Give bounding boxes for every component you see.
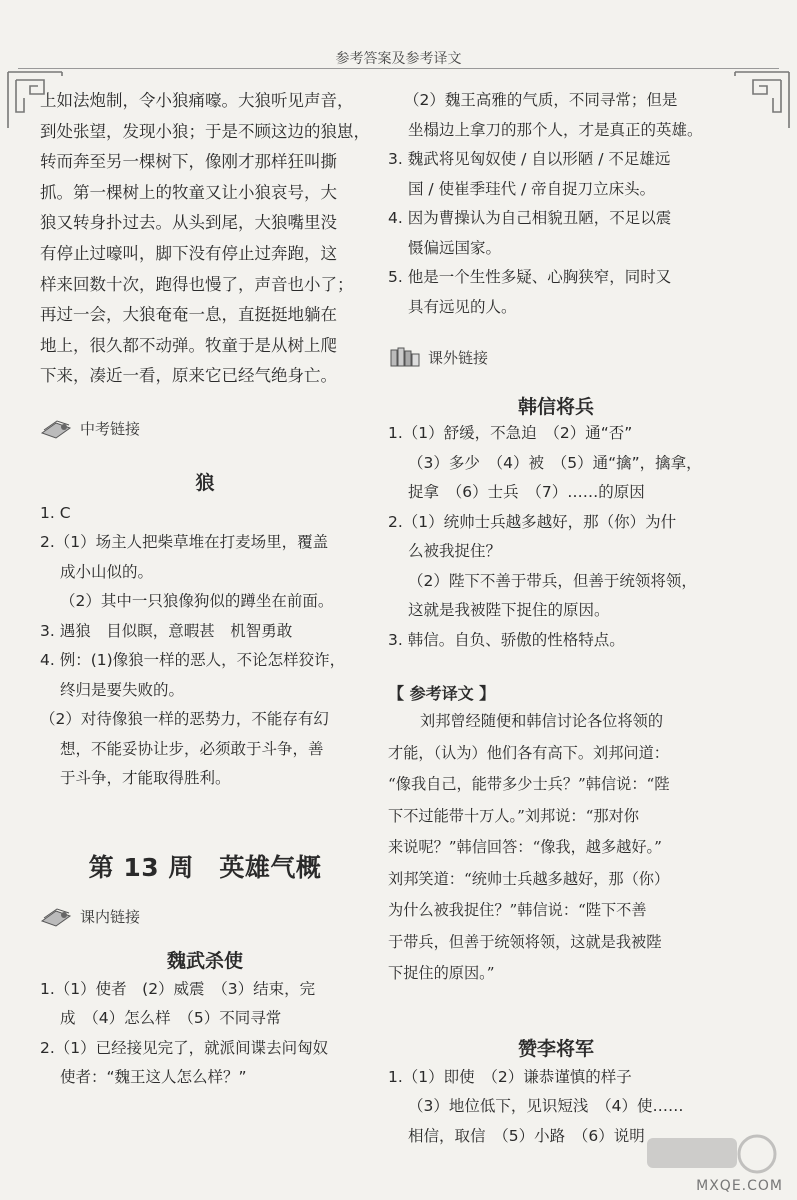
weiwu-title: 魏武杀使 [166, 949, 243, 972]
answer-line: 3. 遇狼 目似瞑，意暇甚 机智勇敢 [40, 621, 293, 640]
story-line: 地上，很久都不动弹。牧童于是从树上爬 [40, 335, 337, 355]
reference-translation-heading: 【 参考译文 】 [388, 684, 496, 703]
answer-line: 成 （4）怎么样 （5）不同寻常 [60, 1009, 282, 1028]
translation-line: 刘邦曾经随便和韩信讨论各位将领的 [420, 712, 663, 730]
header-rule [18, 68, 779, 69]
book-stack-icon [40, 906, 74, 928]
hanxin-answers [388, 419, 724, 655]
zanli-title: 赞李将军 [517, 1037, 594, 1060]
answer-line: 坐榻边上拿刀的那个人，才是真正的英雄。 [408, 120, 703, 139]
answer-line: 终归是要失败的。 [60, 680, 185, 699]
answer-line: 3. 魏武将见匈奴使 / 自以形陋 / 不足雄远 [388, 150, 671, 168]
answer-line: 1. C [40, 503, 71, 522]
answer-line: 相信，取信 （5）小路 （6）说明 [408, 1126, 645, 1145]
translation-line: 来说呢？”韩信回答：“像我，越多越好。” [388, 838, 662, 856]
answer-line: （2）陛下不善于带兵，但善于统领将领， [408, 571, 697, 590]
story-line: 样来回数十次，跑得也慢了，声音也小了； [40, 274, 354, 294]
answer-line: 1.（1）使者 (2）威震 （3）结束，完 [40, 979, 316, 998]
answer-line: 1.（1）即使 （2）谦恭谨慎的样子 [388, 1067, 632, 1086]
answer-line: 使者：“魏王这人怎么样？” [60, 1068, 247, 1087]
answer-line: 捉拿 （6）士兵 （7）……的原因 [408, 483, 645, 501]
story-line: 抓。第一棵树上的牧童又让小狼哀号，大 [40, 182, 337, 202]
book-stack-icon [40, 418, 74, 440]
answer-line: 具有远见的人。 [408, 297, 517, 316]
story-line: 转而奔至另一棵树下，像刚才那样狂叫撕 [40, 152, 337, 172]
top-answers [388, 86, 724, 322]
answer-line: 4. 因为曹操认为自己相貌丑陋，不足以震 [388, 209, 672, 227]
translation-line: 才能，（认为）他们各有高下。刘邦问道： [388, 743, 669, 762]
translation-line: 为什么被我捉住？”韩信说：“陛下不善 [388, 901, 647, 919]
story-line: 再过一会，大狼奄奄一息，直挺挺地躺在 [40, 305, 337, 325]
story-line: 下来，凑近一看，原来它已经气绝身亡。 [40, 366, 337, 386]
watermark-text: MXQE.COM [696, 1178, 783, 1194]
kenei-section-tag [40, 906, 370, 928]
answer-line: 3. 韩信。自负、骄傲的性格特点。 [388, 630, 625, 649]
kewai-section-tag [388, 346, 724, 368]
answer-line: 慑偏远国家。 [408, 238, 502, 257]
translation-line: 于带兵，但善于统领将领，这就是我被陛 [388, 932, 662, 951]
answer-line: （3）地位低下，见识短浅 （4）使…… [408, 1097, 684, 1115]
weiwu-answers [40, 975, 370, 1093]
translation-line: 下捉住的原因。” [388, 964, 495, 982]
story-line: 到处张望，发现小狼；于是不顾这边的狼崽， [40, 121, 370, 141]
answer-line: 这就是我被陛下捉住的原因。 [408, 601, 610, 619]
bookshelf-icon [388, 346, 422, 368]
lang-title: 狼 [195, 471, 215, 494]
answer-line: 于斗争，才能取得胜利。 [60, 769, 231, 788]
story-line: 狼又转身扑过去。从头到尾，大狼嘴里没 [40, 213, 337, 233]
answer-line: 成小山似的。 [60, 562, 154, 581]
answer-line: 2.（1）场主人把柴草堆在打麦场里，覆盖 [40, 533, 329, 552]
answer-line: 1.（1）舒缓，不急迫 （2）通“否” [388, 424, 633, 442]
zhongkao-section-tag [40, 418, 370, 440]
answer-line: 么被我捉住？ [408, 542, 502, 560]
story-line: 有停止过嚎叫，脚下没有停止过奔跑，这 [40, 243, 337, 263]
answer-line: 4. 例：(1)像狼一样的恶人，不论怎样狡诈， [40, 651, 346, 670]
kewai-tag-label: 课外链接 [428, 348, 489, 367]
hanxin-title: 韩信将兵 [517, 396, 594, 418]
kenei-tag-label: 课内链接 [80, 908, 141, 927]
story-paragraph [40, 86, 370, 392]
answer-line: （3）多少 （4）被 （5）通“擒”，擒拿， [408, 453, 702, 472]
story-line: 上如法炮制，令小狼痛嚎。大狼听见声音， [40, 91, 354, 110]
zhongkao-tag-label: 中考链接 [80, 420, 141, 439]
right-corner-ornament-icon [731, 68, 793, 132]
answer-line: （2）魏王高雅的气质，不同寻常；但是 [404, 91, 678, 109]
translation-line: 刘邦笑道：“统帅士兵越多越好，那（你） [388, 869, 670, 888]
answer-line: 2.（1）已经接见完了，就派间谍去问匈奴 [40, 1038, 329, 1057]
translation-line: 下不过能带十万人。”刘邦说：“那对你 [388, 806, 639, 825]
answer-line: （2）其中一只狼像狗似的蹲坐在前面。 [60, 592, 334, 611]
left-column [40, 86, 370, 1093]
lang-answers [40, 499, 370, 794]
right-column [388, 86, 724, 1151]
week-title: 第 13 周 英雄气概 [88, 852, 322, 882]
reference-translation [388, 706, 724, 990]
answer-line: 国 / 使崔季珪代 / 帝自捉刀立床头。 [408, 179, 656, 198]
translation-line: “像我自己，能带多少士兵？”韩信说：“陛 [388, 775, 670, 793]
answer-line: 2.（1）统帅士兵越多越好，那（你）为什 [388, 512, 677, 531]
answer-line: 5. 他是一个生性多疑、心胸狭窄，同时又 [388, 268, 672, 286]
header-title: 参考答案及参考译文 [335, 51, 462, 67]
answer-line: 想，不能妥协让步，必须敢于斗争，善 [60, 739, 324, 758]
answer-line: （2）对待像狼一样的恶势力，不能存有幻 [40, 710, 329, 729]
